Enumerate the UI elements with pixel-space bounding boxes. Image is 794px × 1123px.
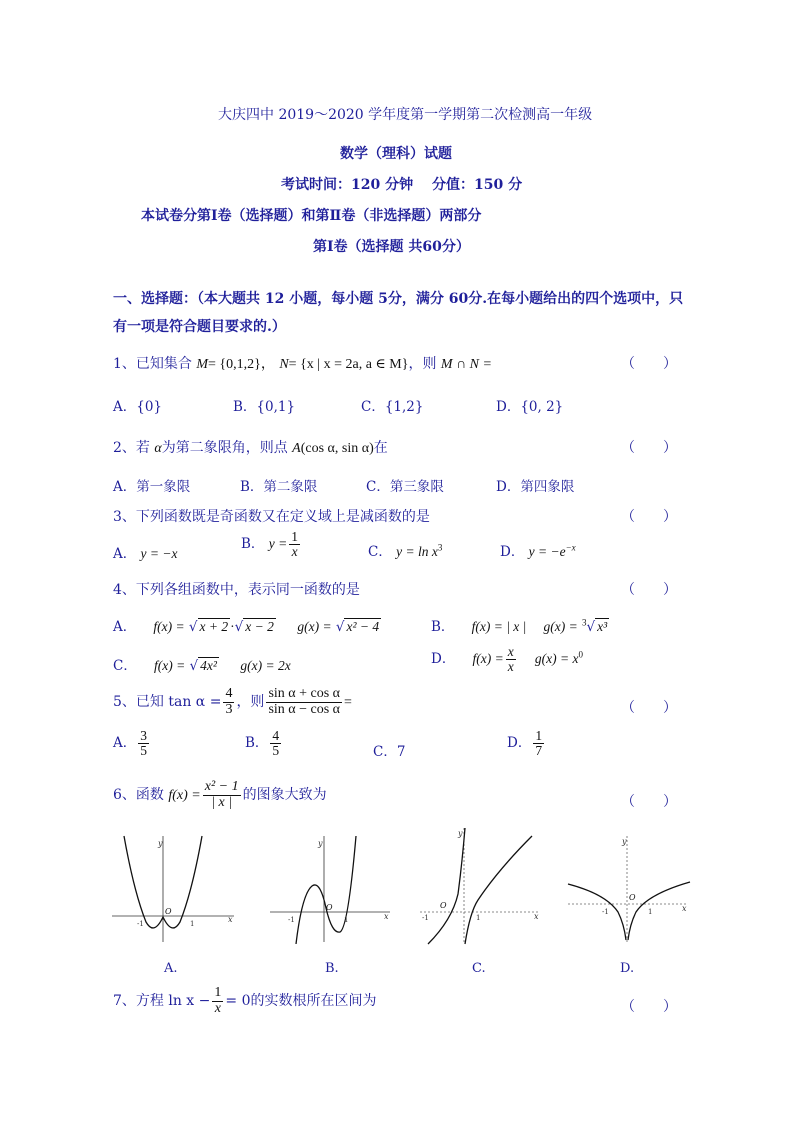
q4-option-b[interactable]: B． f(x) = | x | g(x) = $^3$√ x³ [431, 617, 608, 635]
paper-parts: 本试卷分第Ⅰ卷（选择题）和第Ⅱ卷（非选择题）两部分 [141, 208, 482, 224]
section1-title-line1: 一、选择题：（本大题共 12 小题，每小题 5分，满分 60分.在每小题给出的四个选项中，只 [113, 291, 684, 307]
part1-title: 第Ⅰ卷（选择题 共60分） [313, 239, 470, 255]
answer-paren-5: （ ） [621, 700, 677, 716]
origin-label: O [440, 901, 447, 910]
question-7-stem: 7、方程 ln x − $\frac{1}{x}$ = 0的实数根所在区间为 [113, 985, 377, 1016]
curve-left [568, 884, 626, 940]
tick-1: 1 [190, 920, 195, 928]
tick-neg1: -1 [602, 908, 609, 916]
q3-option-b[interactable]: B． y = $\frac{1}{x}$ [241, 529, 298, 560]
q5-option-b[interactable]: B． $\frac{4}{5}$ [245, 728, 280, 759]
y-axis-label: y [158, 839, 163, 848]
graph-option-b[interactable] [268, 832, 396, 944]
answer-paren-3: （ ） [621, 509, 677, 525]
question-4-stem: 4、下列各组函数中，表示同一函数的是 [113, 582, 360, 598]
subject-title: 数学（理科）试题 [340, 146, 452, 162]
q3-option-a[interactable]: A． y = −x [113, 546, 178, 562]
answer-paren-6: （ ） [621, 794, 677, 810]
q2-option-c[interactable]: C．第三象限 [366, 479, 444, 495]
graph-option-a[interactable] [110, 832, 238, 944]
exam-info: 考试时间：120 分钟 分值：150 分 [281, 177, 523, 193]
tick-1: 1 [344, 916, 349, 924]
graph-option-c[interactable] [418, 824, 546, 946]
graph-label-d: D. [620, 961, 635, 976]
answer-paren-2: （ ） [621, 440, 677, 456]
question-5-stem: 5、已知 tan α = $\frac{4}{3}$ ，则 $\frac{\text{sin α + cos α}}{\text{sin α − cos α}}$ = [113, 686, 352, 717]
q1-option-b[interactable]: B．{0,1} [233, 399, 296, 415]
q4-option-c[interactable]: C． f(x) = √ 4x² g(x) = 2x [113, 658, 291, 674]
curve-right [465, 836, 532, 944]
curve-right [628, 882, 690, 940]
answer-paren-1: （ ） [621, 356, 677, 372]
q5-option-d[interactable]: D． $\frac{1}{7}$ [507, 728, 543, 759]
question-1-stem: 1、已知集合 M= {0,1,2}， N= {x | x = 2a, a ∈ M}，则 M ∩ N = [113, 356, 492, 372]
graph-label-b: B. [325, 961, 339, 976]
q1-option-c[interactable]: C．{1,2} [361, 399, 424, 415]
question-2-stem: 2、若 α为第二象限角，则点 A(cos α, sin α)在 [113, 440, 388, 456]
tick-1: 1 [648, 908, 653, 916]
y-axis-label: y [458, 829, 463, 838]
curve [296, 836, 356, 944]
answer-paren-7: （ ） [621, 999, 677, 1015]
answer-paren-4: （ ） [621, 582, 677, 598]
q3-option-d[interactable]: D． $y = -e^{-x}$ [500, 542, 576, 560]
graph-label-c: C. [472, 961, 486, 976]
tick-neg1: -1 [137, 920, 144, 928]
origin-label: O [326, 903, 333, 912]
x-axis-label: x [682, 904, 687, 913]
question-3-stem: 3、下列函数既是奇函数又在定义域上是减函数的是 [113, 509, 430, 525]
x-axis-label: x [534, 912, 539, 921]
question-6-stem: 6、函数 f(x) = $\frac{\text{x² − 1}}{| x |}$ 的图象大致为 [113, 779, 327, 810]
x-axis-label: x [384, 912, 389, 921]
origin-label: O [629, 893, 636, 902]
y-axis-label: y [318, 839, 323, 848]
x-axis-label: x [228, 915, 233, 924]
q1-option-a[interactable]: A．{0} [113, 399, 163, 415]
q5-option-c[interactable]: C．7 [373, 744, 406, 760]
school-line: 大庆四中 2019～2020 学年度第一学期第二次检测高一年级 [218, 107, 593, 123]
q3-option-c[interactable]: C． $y = \ln x^3$ [368, 542, 443, 560]
curve-left [428, 828, 465, 944]
section1-title-line2: 有一项是符合题目要求的.） [113, 319, 286, 335]
q4-option-a[interactable]: A． f(x) = √ x + 2 ·√ x − 2 g(x) = √ x² − 4 [113, 619, 380, 635]
tick-neg1: -1 [288, 916, 295, 924]
graph-option-d[interactable] [566, 832, 694, 944]
tick-neg1: -1 [422, 914, 429, 922]
q4-option-d[interactable]: D． f(x) = $\frac{x}{x}$ $g(x) = x^0$ [431, 644, 583, 675]
q1-option-d[interactable]: D．{0, 2} [496, 399, 564, 415]
tick-1: 1 [476, 914, 481, 922]
graph-label-a: A. [164, 961, 178, 976]
y-axis-label: y [622, 837, 627, 846]
q2-option-a[interactable]: A．第一象限 [113, 479, 191, 495]
q2-option-d[interactable]: D．第四象限 [496, 479, 575, 495]
origin-label: O [165, 907, 172, 916]
q2-option-b[interactable]: B．第二象限 [240, 479, 318, 495]
q5-option-a[interactable]: A． $\frac{3}{5}$ [113, 728, 147, 759]
